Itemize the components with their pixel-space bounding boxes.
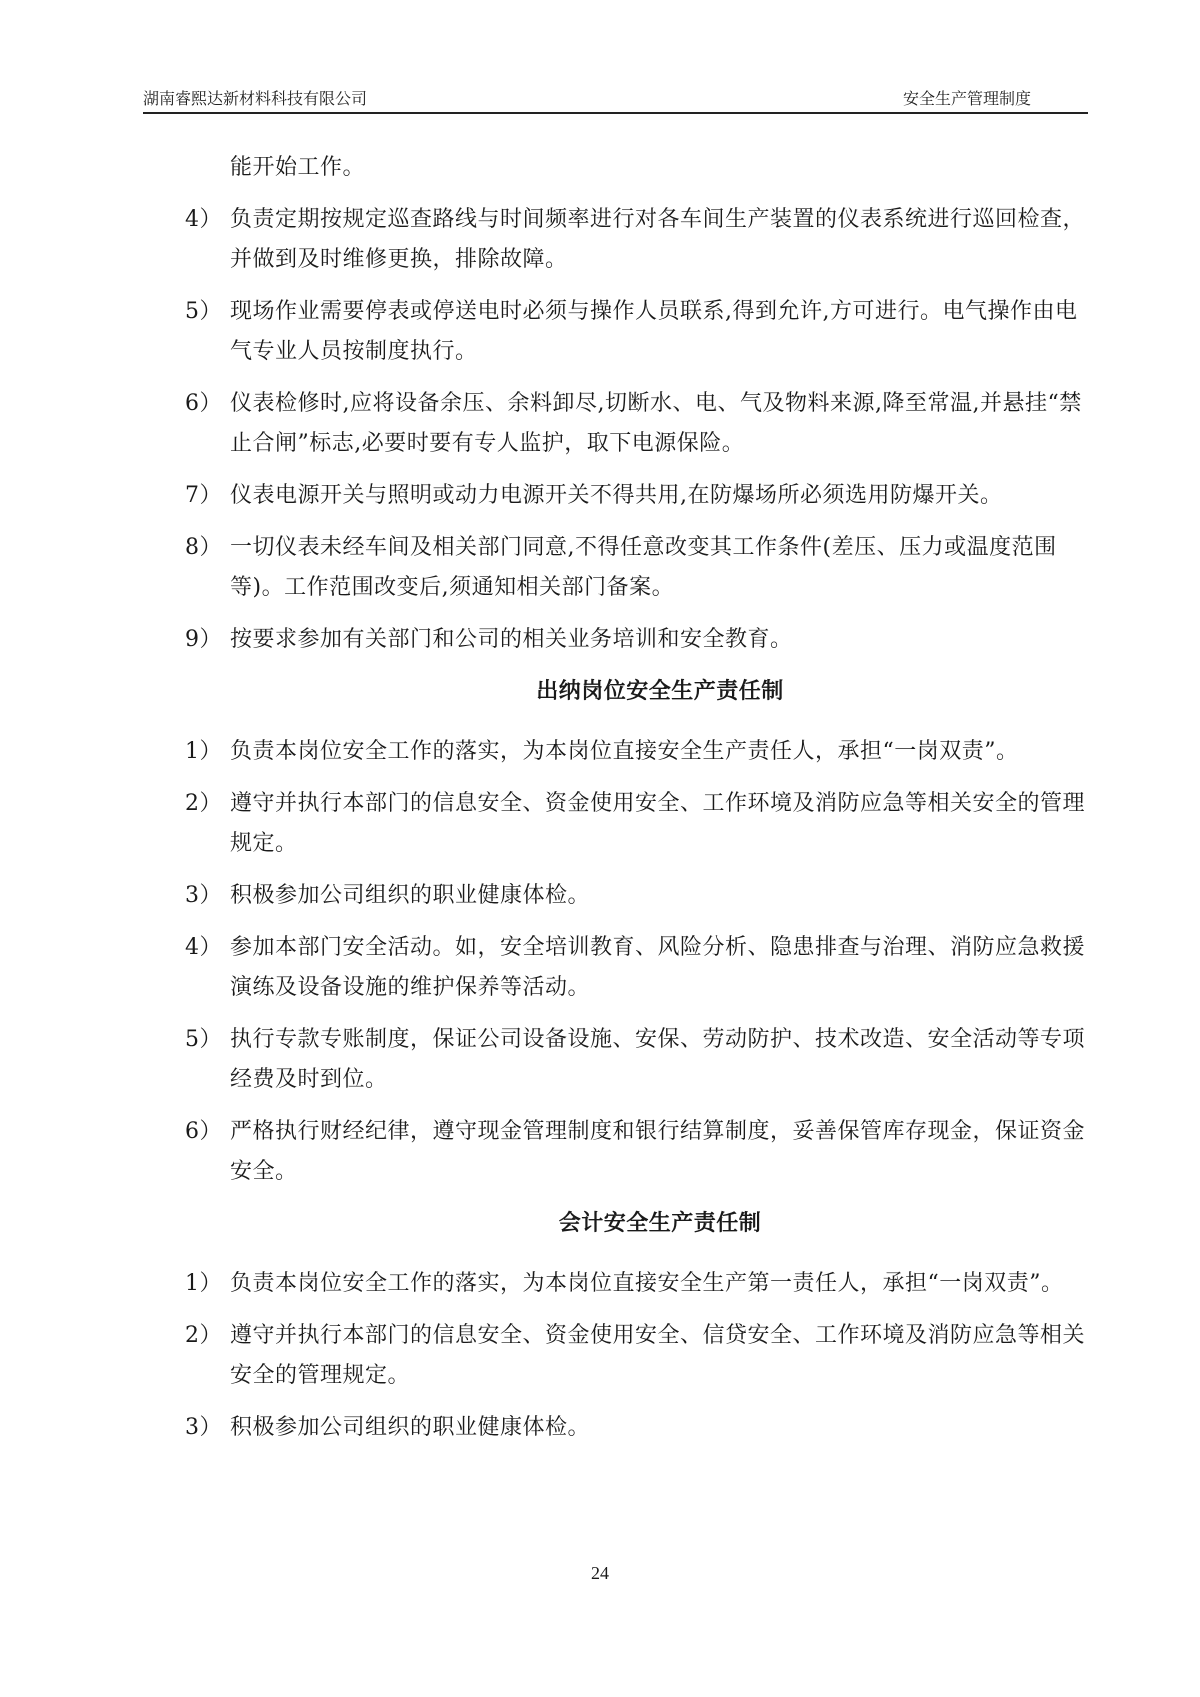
item-number: 8） [185, 535, 222, 560]
item-text: 按要求参加有关部门和公司的相关业务培训和安全教育。 [230, 627, 793, 652]
document-name: 安全生产管理制度 [903, 89, 1032, 108]
continuation-text: 能开始工作。 [230, 155, 366, 180]
item-text: 负责定期按规定巡查路线与时间频率进行对各车间生产装置的仪表系统进行巡回检查，并做到及时维修更换，排除故障。 [230, 207, 1086, 272]
list-item [185, 620, 1090, 660]
item-number: 7） [185, 483, 222, 508]
item-number: 6） [185, 1119, 222, 1144]
item-number: 4） [185, 935, 222, 960]
item-number: 1） [185, 1271, 222, 1296]
item-text: 执行专款专账制度，保证公司设备设施、安保、劳动防护、技术改造、安全活动等专项经费及时到位。 [230, 1027, 1086, 1092]
item-number: 9） [185, 627, 222, 652]
item-number: 6） [185, 391, 222, 416]
item-text: 积极参加公司组织的职业健康体检。 [230, 1415, 591, 1440]
item-text: 一切仪表未经车间及相关部门同意,不得任意改变其工作条件(差压、压力或温度范围等)。工作范围改变后,须通知相关部门备案。 [230, 535, 1057, 600]
item-number: 2） [185, 791, 222, 816]
list-item [185, 1408, 1090, 1448]
item-text: 遵守并执行本部门的信息安全、资金使用安全、信贷安全、工作环境及消防应急等相关安全的管理规定。 [230, 1323, 1086, 1388]
item-text: 仪表检修时,应将设备余压、余料卸尽,切断水、电、气及物料来源,降至常温,并悬挂“禁止合闸”标志,必要时要有专人监护，取下电源保险。 [230, 391, 1082, 456]
list-item [185, 384, 1090, 464]
item-text: 负责本岗位安全工作的落实，为本岗位直接安全生产责任人，承担“一岗双责”。 [230, 739, 1019, 764]
section-title-cashier: 出纳岗位安全生产责任制 [536, 679, 784, 704]
list-item [185, 292, 1090, 372]
item-text: 严格执行财经纪律，遵守现金管理制度和银行结算制度，妥善保管库存现金，保证资金安全。 [230, 1119, 1086, 1184]
page-number: 24 [591, 1563, 609, 1583]
item-text: 现场作业需要停表或停送电时必须与操作人员联系,得到允许,方可进行。电气操作由电气专业人员按制度执行。 [230, 299, 1078, 364]
list-item [185, 876, 1090, 916]
list-item [185, 1264, 1090, 1304]
item-text: 负责本岗位安全工作的落实，为本岗位直接安全生产第一责任人，承担“一岗双责”。 [230, 1271, 1064, 1296]
list-item [185, 732, 1090, 772]
item-number: 3） [185, 1415, 222, 1440]
list-item [185, 476, 1090, 516]
item-number: 2） [185, 1323, 222, 1348]
item-number: 3） [185, 883, 222, 908]
item-number: 5） [185, 299, 222, 324]
list-item [185, 1112, 1090, 1192]
header-divider [143, 112, 1088, 114]
item-number: 1） [185, 739, 222, 764]
list-item [185, 1316, 1090, 1396]
company-name: 湖南睿熙达新材料科技有限公司 [143, 89, 368, 108]
page-header [143, 82, 1088, 108]
item-number: 5） [185, 1027, 222, 1052]
list-item [185, 528, 1090, 608]
item-number: 4） [185, 207, 222, 232]
list-item [185, 1020, 1090, 1100]
item-text: 遵守并执行本部门的信息安全、资金使用安全、工作环境及消防应急等相关安全的管理规定。 [230, 791, 1086, 856]
item-text: 积极参加公司组织的职业健康体检。 [230, 883, 591, 908]
section-title-accounting: 会计安全生产责任制 [558, 1211, 762, 1236]
page-content [185, 148, 1090, 1460]
item-text: 参加本部门安全活动。如，安全培训教育、风险分析、隐患排查与治理、消防应急救援演练及设备设施的维护保养等活动。 [230, 935, 1086, 1000]
list-item [185, 928, 1090, 1008]
item-text: 仪表电源开关与照明或动力电源开关不得共用,在防爆场所必须选用防爆开关。 [230, 483, 1003, 508]
list-item [185, 200, 1090, 280]
list-item [185, 784, 1090, 864]
